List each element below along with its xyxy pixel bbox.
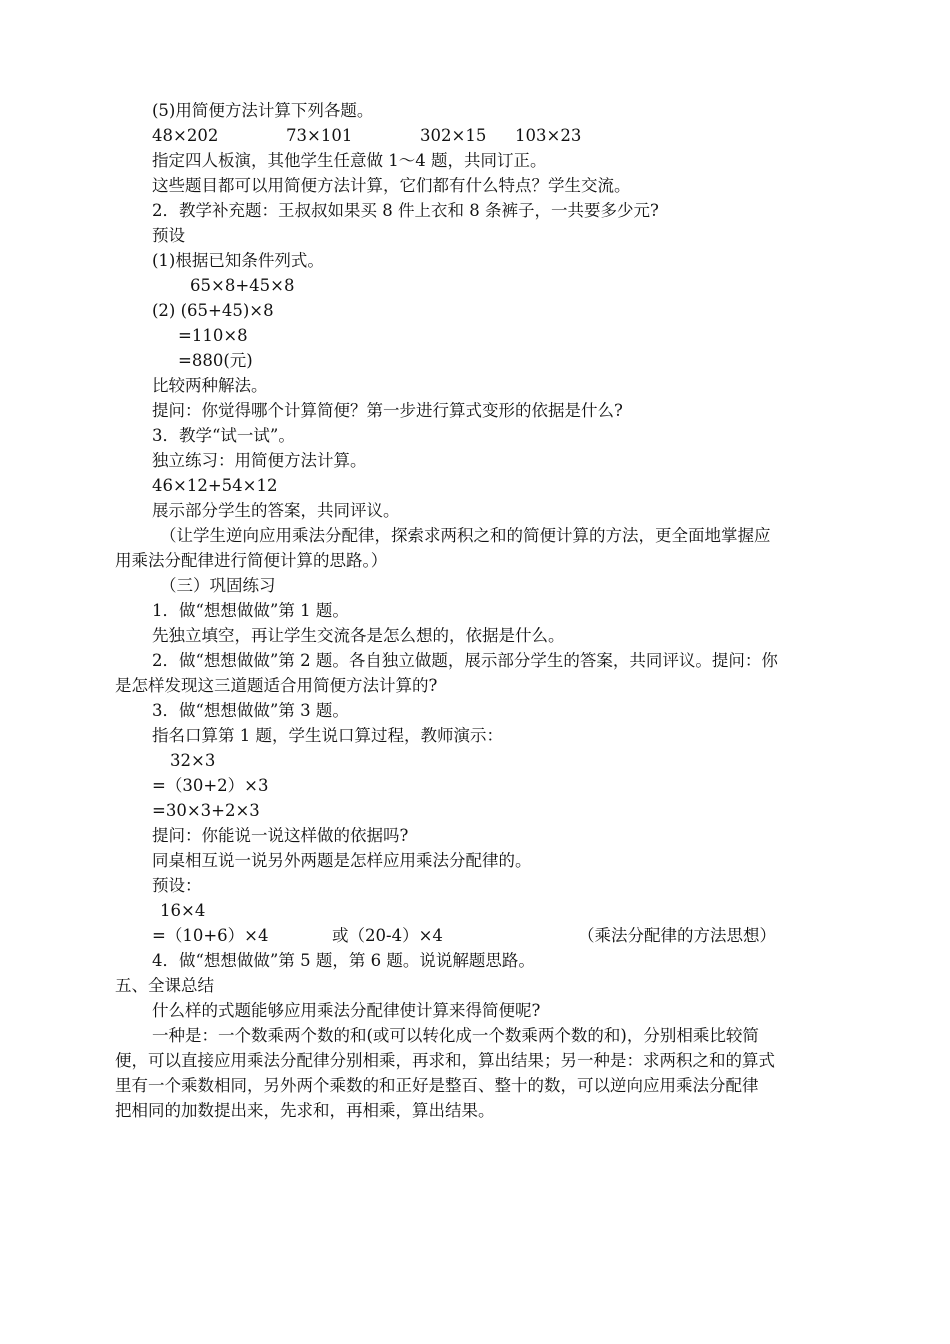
formula-line: =30×3+2×3 (152, 801, 260, 820)
text-line: 2．教学补充题：王叔叔如果买 8 件上衣和 8 条裤子，一共要多少元? (152, 201, 659, 220)
text-line: (1)根据已知条件列式。 (152, 251, 324, 270)
text-line: 用乘法分配律进行简便计算的思路。） (115, 551, 388, 570)
text-line: 便，可以直接应用乘法分配律分别相乘，再求和，算出结果；另一种是：求两积之和的算式 (115, 1051, 775, 1070)
text-line: 里有一个乘数相同，另外两个乘数的和正好是整百、整十的数，可以逆向应用乘法分配律 (115, 1076, 759, 1095)
text-line: 指名口算第 1 题，学生说口算过程，教师演示： (152, 726, 503, 745)
text-line: 比较两种解法。 (152, 376, 268, 395)
section-heading: （三）巩固练习 (160, 576, 276, 595)
text-line: 这些题目都可以用简便方法计算，它们都有什么特点？学生交流。 (152, 176, 631, 195)
formula-line: 65×8+45×8 (190, 276, 295, 295)
text-line: 1．做“想想做做”第 1 题。 (152, 601, 349, 620)
formula-part: =（10+6）×4 (152, 926, 269, 945)
text-line: 什么样的式题能够应用乘法分配律使计算来得简便呢? (152, 1001, 541, 1020)
text-line: 预设 (152, 226, 185, 245)
text-line: 指定四人板演，其他学生任意做 1～4 题，共同订正。 (152, 151, 547, 170)
text-line: (5)用简便方法计算下列各题。 (152, 101, 374, 120)
text-line: 把相同的加数提出来，先求和，再相乘，算出结果。 (115, 1101, 495, 1120)
text-line: 4．做“想想做做”第 5 题，第 6 题。说说解题思路。 (152, 951, 535, 970)
formula-line: =110×8 (178, 326, 248, 345)
text-line: 2．做“想想做做”第 2 题。各自独立做题，展示部分学生的答案，共同评议。提问：你 (152, 651, 778, 670)
formula-line: (2) (65+45)×8 (152, 301, 274, 320)
formula-line: 16×4 (160, 901, 206, 920)
text-line: 独立练习：用简便方法计算。 (152, 451, 367, 470)
exercise-item: 73×101 (286, 126, 353, 145)
formula-note: （乘法分配律的方法思想） (578, 926, 776, 945)
formula-line: =880(元) (178, 351, 253, 370)
formula-line: 32×3 (170, 751, 216, 770)
exercise-item: 103×23 (515, 126, 582, 145)
text-line: 是怎样发现这三道题适合用简便方法计算的? (115, 676, 438, 695)
text-line: 一种是：一个数乘两个数的和(或可以转化成一个数乘两个数的和)，分别相乘比较简 (152, 1026, 759, 1045)
text-line: 提问：你能说一说这样做的依据吗? (152, 826, 409, 845)
section-heading: 五、全课总结 (115, 976, 214, 995)
text-line: 3．教学“试一试”。 (152, 426, 295, 445)
text-line: 提问：你觉得哪个计算简便？第一步进行算式变形的依据是什么? (152, 401, 623, 420)
text-line: 展示部分学生的答案，共同评议。 (152, 501, 400, 520)
formula-row (152, 924, 812, 948)
text-line: 预设： (152, 876, 202, 895)
text-line: 同桌相互说一说另外两题是怎样应用乘法分配律的。 (152, 851, 532, 870)
formula-line: =（30+2）×3 (152, 776, 269, 795)
text-line: （让学生逆向应用乘法分配律，探索求两积之和的简便计算的方法，更全面地掌握应 (160, 526, 771, 545)
exercise-item: 302×15 (420, 126, 487, 145)
text-line: 3．做“想想做做”第 3 题。 (152, 701, 349, 720)
text-line: 先独立填空，再让学生交流各是怎么想的，依据是什么。 (152, 626, 565, 645)
formula-line: 46×12+54×12 (152, 476, 278, 495)
formula-part: 或（20-4）×4 (332, 926, 443, 945)
exercise-item: 48×202 (152, 126, 219, 145)
